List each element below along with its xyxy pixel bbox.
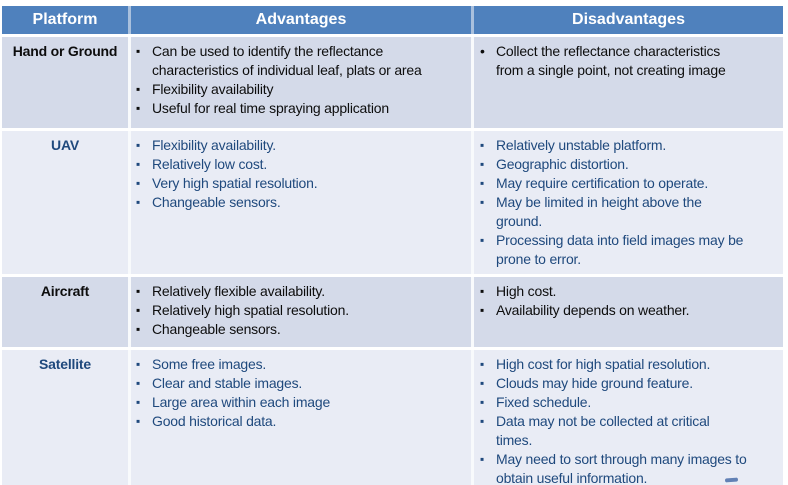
square-bullet-icon: ▪ bbox=[136, 44, 141, 58]
round-bullet-icon: • bbox=[480, 43, 485, 59]
advantages-cell bbox=[131, 37, 471, 128]
advantages-cell bbox=[131, 350, 471, 485]
list-item bbox=[480, 231, 747, 269]
square-bullet-icon: ▪ bbox=[136, 395, 141, 409]
square-bullet-icon: ▪ bbox=[136, 414, 141, 428]
list-item bbox=[136, 155, 466, 174]
bullet-text: Changeable sensors. bbox=[152, 194, 281, 210]
table-row bbox=[2, 350, 783, 485]
advantages-list bbox=[136, 355, 466, 431]
header-platform: Platform bbox=[2, 6, 128, 34]
list-item bbox=[480, 42, 747, 80]
bullet-text: Changeable sensors. bbox=[152, 321, 281, 337]
square-bullet-icon: ▪ bbox=[136, 357, 141, 371]
bullet-text: Flexibility availability bbox=[152, 81, 274, 97]
disadvantages-list bbox=[480, 355, 747, 485]
table-row bbox=[2, 37, 783, 128]
advantages-list bbox=[136, 42, 466, 118]
disadvantages-cell bbox=[474, 277, 783, 347]
bullet-text: Good historical data. bbox=[152, 413, 277, 429]
advantages-list bbox=[136, 136, 466, 212]
platform-cell: Satellite bbox=[2, 350, 128, 485]
list-item bbox=[480, 412, 747, 450]
bullet-text: Fixed schedule. bbox=[496, 394, 592, 410]
list-item bbox=[136, 193, 466, 212]
bullet-text: Geographic distortion. bbox=[496, 156, 629, 172]
list-item bbox=[136, 42, 466, 80]
advantages-list bbox=[136, 282, 466, 339]
advantages-cell bbox=[131, 277, 471, 347]
bullet-text: High cost for high spatial resolution. bbox=[496, 356, 711, 372]
bullet-text: May need to sort through many images to obtain useful information. bbox=[496, 451, 747, 485]
bullet-text: May be limited in height above the ground. bbox=[496, 194, 702, 229]
square-bullet-icon: ▪ bbox=[136, 284, 141, 298]
platform-cell: UAV bbox=[2, 131, 128, 274]
platform-comparison-table bbox=[2, 6, 783, 485]
bullet-text: Relatively flexible availability. bbox=[152, 283, 325, 299]
list-item bbox=[480, 155, 747, 174]
list-item bbox=[136, 136, 466, 155]
list-item bbox=[480, 193, 747, 231]
square-bullet-icon: ▪ bbox=[136, 101, 141, 115]
bullet-text: Large area within each image bbox=[152, 394, 331, 410]
square-bullet-icon: ▪ bbox=[480, 176, 485, 190]
bullet-text: Useful for real time spraying application bbox=[152, 100, 389, 116]
square-bullet-icon: ▪ bbox=[136, 157, 141, 171]
bullet-text: Flexibility availability. bbox=[152, 137, 276, 153]
list-item bbox=[480, 450, 747, 485]
square-bullet-icon: ▪ bbox=[480, 414, 485, 428]
square-bullet-icon: ▪ bbox=[136, 376, 141, 390]
square-bullet-icon: ▪ bbox=[480, 195, 485, 209]
bullet-text: Relatively unstable platform. bbox=[496, 137, 667, 153]
square-bullet-icon: ▪ bbox=[136, 303, 141, 317]
list-item bbox=[136, 412, 466, 431]
bullet-text: Clouds may hide ground feature. bbox=[496, 375, 693, 391]
list-item bbox=[480, 301, 747, 320]
table-header-row bbox=[2, 6, 783, 34]
bullet-text: Data may not be collected at critical times. bbox=[496, 413, 710, 448]
header-advantages: Advantages bbox=[131, 6, 471, 34]
disadvantages-list bbox=[480, 136, 747, 269]
square-bullet-icon: ▪ bbox=[480, 138, 485, 152]
table-row bbox=[2, 277, 783, 347]
square-bullet-icon: ▪ bbox=[480, 303, 485, 317]
disadvantages-list bbox=[480, 282, 747, 320]
disadvantages-list bbox=[480, 42, 747, 80]
list-item bbox=[136, 301, 466, 320]
list-item bbox=[480, 355, 747, 374]
bullet-text: Clear and stable images. bbox=[152, 375, 303, 391]
list-item bbox=[480, 282, 747, 301]
platform-cell: Aircraft bbox=[2, 277, 128, 347]
bullet-text: Collect the reflectance characteristics from a single point, not creating image bbox=[496, 43, 726, 78]
bullet-text: Very high spatial resolution. bbox=[152, 175, 318, 191]
square-bullet-icon: ▪ bbox=[136, 82, 141, 96]
square-bullet-icon: ▪ bbox=[480, 157, 485, 171]
header-disadvantages: Disadvantages bbox=[474, 6, 783, 34]
square-bullet-icon: ▪ bbox=[480, 376, 485, 390]
list-item bbox=[136, 282, 466, 301]
list-item bbox=[136, 174, 466, 193]
list-item bbox=[136, 355, 466, 374]
square-bullet-icon: ▪ bbox=[136, 322, 141, 336]
square-bullet-icon: ▪ bbox=[136, 195, 141, 209]
platform-cell: Hand or Ground bbox=[2, 37, 128, 128]
list-item bbox=[480, 136, 747, 155]
list-item bbox=[136, 374, 466, 393]
bullet-text: Some free images. bbox=[152, 356, 267, 372]
list-item bbox=[480, 174, 747, 193]
table-row bbox=[2, 131, 783, 274]
list-item bbox=[136, 320, 466, 339]
table-body bbox=[2, 37, 783, 485]
square-bullet-icon: ▪ bbox=[480, 452, 485, 466]
list-item bbox=[480, 374, 747, 393]
square-bullet-icon: ▪ bbox=[136, 138, 141, 152]
bullet-text: High cost. bbox=[496, 283, 557, 299]
bullet-text: Relatively high spatial resolution. bbox=[152, 302, 349, 318]
bullet-text: Can be used to identify the reflectance characteristics of individual leaf, plats or area bbox=[152, 43, 422, 78]
bullet-text: Relatively low cost. bbox=[152, 156, 268, 172]
bullet-text: Processing data into field images may be prone to error. bbox=[496, 232, 744, 267]
disadvantages-cell bbox=[474, 350, 783, 485]
square-bullet-icon: ▪ bbox=[136, 176, 141, 190]
disadvantages-cell bbox=[474, 131, 783, 274]
square-bullet-icon: ▪ bbox=[480, 357, 485, 371]
bullet-text: May require certification to operate. bbox=[496, 175, 709, 191]
list-item bbox=[136, 80, 466, 99]
disadvantages-cell bbox=[474, 37, 783, 128]
square-bullet-icon: ▪ bbox=[480, 284, 485, 298]
list-item bbox=[136, 99, 466, 118]
square-bullet-icon: ▪ bbox=[480, 395, 485, 409]
advantages-cell bbox=[131, 131, 471, 274]
bullet-text: Availability depends on weather. bbox=[496, 302, 690, 318]
list-item bbox=[136, 393, 466, 412]
square-bullet-icon: ▪ bbox=[480, 233, 485, 247]
list-item bbox=[480, 393, 747, 412]
